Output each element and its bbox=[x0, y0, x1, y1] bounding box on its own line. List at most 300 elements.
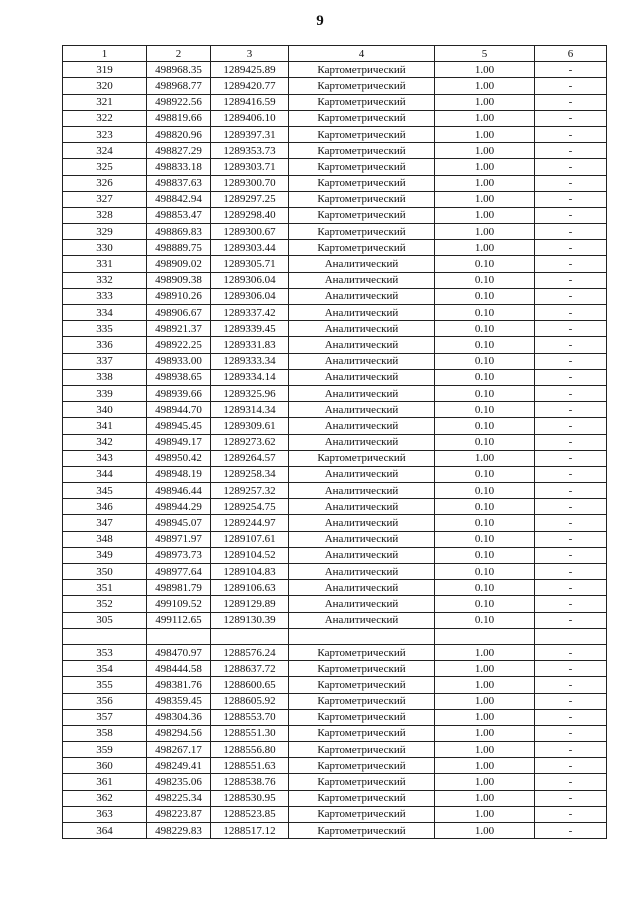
y-coordinate-cell: 1289339.45 bbox=[211, 321, 289, 337]
accuracy-cell: 1.00 bbox=[435, 450, 535, 466]
table-row bbox=[63, 321, 607, 337]
x-coordinate-cell: 498938.65 bbox=[147, 369, 211, 385]
accuracy-cell: 1.00 bbox=[435, 725, 535, 741]
x-coordinate-cell: 498909.02 bbox=[147, 256, 211, 272]
method-cell: Аналитический bbox=[289, 531, 435, 547]
y-coordinate-cell: 1289306.04 bbox=[211, 272, 289, 288]
method-cell: Картометрический bbox=[289, 806, 435, 822]
note-cell: - bbox=[535, 191, 607, 207]
note-cell: - bbox=[535, 337, 607, 353]
note-cell: - bbox=[535, 175, 607, 191]
accuracy-cell: 0.10 bbox=[435, 288, 535, 304]
x-coordinate-cell: 499109.52 bbox=[147, 596, 211, 612]
note-cell: - bbox=[535, 515, 607, 531]
table-row bbox=[63, 175, 607, 191]
y-coordinate-cell: 1289107.61 bbox=[211, 531, 289, 547]
note-cell: - bbox=[535, 62, 607, 78]
accuracy-cell: 1.00 bbox=[435, 110, 535, 126]
y-coordinate-cell: 1289254.75 bbox=[211, 499, 289, 515]
note-cell: - bbox=[535, 272, 607, 288]
x-coordinate-cell: 498921.37 bbox=[147, 321, 211, 337]
accuracy-cell: 1.00 bbox=[435, 677, 535, 693]
column-header: 3 bbox=[211, 46, 289, 62]
table-row-blank bbox=[63, 628, 607, 644]
accuracy-cell: 0.10 bbox=[435, 580, 535, 596]
y-coordinate-cell: 1289104.83 bbox=[211, 564, 289, 580]
accuracy-cell: 1.00 bbox=[435, 823, 535, 839]
point-number-cell: 341 bbox=[63, 418, 147, 434]
method-cell: Аналитический bbox=[289, 369, 435, 385]
note-cell bbox=[535, 628, 607, 644]
method-cell: Картометрический bbox=[289, 742, 435, 758]
point-number-cell: 319 bbox=[63, 62, 147, 78]
x-coordinate-cell: 498910.26 bbox=[147, 288, 211, 304]
y-coordinate-cell: 1289397.31 bbox=[211, 126, 289, 142]
note-cell: - bbox=[535, 790, 607, 806]
table-row bbox=[63, 191, 607, 207]
note-cell: - bbox=[535, 321, 607, 337]
accuracy-cell: 1.00 bbox=[435, 143, 535, 159]
method-cell: Картометрический bbox=[289, 175, 435, 191]
note-cell: - bbox=[535, 466, 607, 482]
x-coordinate-cell: 498944.70 bbox=[147, 402, 211, 418]
y-coordinate-cell: 1289303.44 bbox=[211, 240, 289, 256]
table-row bbox=[63, 580, 607, 596]
point-number-cell: 327 bbox=[63, 191, 147, 207]
accuracy-cell: 1.00 bbox=[435, 758, 535, 774]
point-number-cell: 358 bbox=[63, 725, 147, 741]
y-coordinate-cell: 1289331.83 bbox=[211, 337, 289, 353]
y-coordinate-cell: 1289306.04 bbox=[211, 288, 289, 304]
table-row bbox=[63, 78, 607, 94]
method-cell: Аналитический bbox=[289, 499, 435, 515]
x-coordinate-cell: 498944.29 bbox=[147, 499, 211, 515]
accuracy-cell: 1.00 bbox=[435, 644, 535, 660]
table-row bbox=[63, 110, 607, 126]
note-cell: - bbox=[535, 823, 607, 839]
y-coordinate-cell: 1289406.10 bbox=[211, 110, 289, 126]
note-cell: - bbox=[535, 806, 607, 822]
method-cell: Аналитический bbox=[289, 596, 435, 612]
x-coordinate-cell: 498946.44 bbox=[147, 483, 211, 499]
method-cell: Картометрический bbox=[289, 644, 435, 660]
method-cell: Аналитический bbox=[289, 402, 435, 418]
y-coordinate-cell: 1289416.59 bbox=[211, 94, 289, 110]
point-number-cell: 305 bbox=[63, 612, 147, 628]
table-body bbox=[63, 62, 607, 839]
y-coordinate-cell: 1288551.63 bbox=[211, 758, 289, 774]
point-number-cell: 362 bbox=[63, 790, 147, 806]
y-coordinate-cell: 1288605.92 bbox=[211, 693, 289, 709]
x-coordinate-cell: 498249.41 bbox=[147, 758, 211, 774]
point-number-cell: 339 bbox=[63, 385, 147, 401]
note-cell: - bbox=[535, 369, 607, 385]
point-number-cell: 357 bbox=[63, 709, 147, 725]
point-number-cell: 359 bbox=[63, 742, 147, 758]
note-cell: - bbox=[535, 758, 607, 774]
table-row bbox=[63, 547, 607, 563]
table-row bbox=[63, 806, 607, 822]
method-cell: Картометрический bbox=[289, 126, 435, 142]
point-number-cell: 323 bbox=[63, 126, 147, 142]
method-cell: Аналитический bbox=[289, 353, 435, 369]
y-coordinate-cell: 1288551.30 bbox=[211, 725, 289, 741]
y-coordinate-cell: 1289420.77 bbox=[211, 78, 289, 94]
accuracy-cell: 0.10 bbox=[435, 596, 535, 612]
accuracy-cell: 0.10 bbox=[435, 564, 535, 580]
method-cell: Аналитический bbox=[289, 515, 435, 531]
y-coordinate-cell: 1289273.62 bbox=[211, 434, 289, 450]
point-number-cell: 328 bbox=[63, 207, 147, 223]
x-coordinate-cell: 498470.97 bbox=[147, 644, 211, 660]
note-cell: - bbox=[535, 644, 607, 660]
x-coordinate-cell: 498235.06 bbox=[147, 774, 211, 790]
accuracy-cell: 1.00 bbox=[435, 175, 535, 191]
table-row bbox=[63, 305, 607, 321]
table-header-row bbox=[63, 46, 607, 62]
accuracy-cell: 1.00 bbox=[435, 693, 535, 709]
table-row bbox=[63, 499, 607, 515]
table-row bbox=[63, 224, 607, 240]
accuracy-cell: 1.00 bbox=[435, 661, 535, 677]
point-number-cell: 364 bbox=[63, 823, 147, 839]
column-header: 1 bbox=[63, 46, 147, 62]
point-number-cell: 348 bbox=[63, 531, 147, 547]
method-cell: Аналитический bbox=[289, 288, 435, 304]
table-row bbox=[63, 709, 607, 725]
y-coordinate-cell: 1289425.89 bbox=[211, 62, 289, 78]
x-coordinate-cell: 498842.94 bbox=[147, 191, 211, 207]
x-coordinate-cell: 498968.35 bbox=[147, 62, 211, 78]
accuracy-cell: 0.10 bbox=[435, 305, 535, 321]
point-number-cell bbox=[63, 628, 147, 644]
table-row bbox=[63, 207, 607, 223]
method-cell: Картометрический bbox=[289, 94, 435, 110]
accuracy-cell: 0.10 bbox=[435, 547, 535, 563]
accuracy-cell: 1.00 bbox=[435, 806, 535, 822]
accuracy-cell: 0.10 bbox=[435, 612, 535, 628]
y-coordinate-cell: 1289337.42 bbox=[211, 305, 289, 321]
y-coordinate-cell: 1289264.57 bbox=[211, 450, 289, 466]
x-coordinate-cell: 498869.83 bbox=[147, 224, 211, 240]
table-row bbox=[63, 369, 607, 385]
y-coordinate-cell: 1289130.39 bbox=[211, 612, 289, 628]
x-coordinate-cell: 498939.66 bbox=[147, 385, 211, 401]
method-cell: Картометрический bbox=[289, 725, 435, 741]
y-coordinate-cell: 1289298.40 bbox=[211, 207, 289, 223]
note-cell: - bbox=[535, 224, 607, 240]
accuracy-cell: 1.00 bbox=[435, 742, 535, 758]
y-coordinate-cell: 1288538.76 bbox=[211, 774, 289, 790]
x-coordinate-cell: 498945.07 bbox=[147, 515, 211, 531]
note-cell: - bbox=[535, 596, 607, 612]
method-cell: Аналитический bbox=[289, 337, 435, 353]
x-coordinate-cell: 498950.42 bbox=[147, 450, 211, 466]
table-row bbox=[63, 385, 607, 401]
x-coordinate-cell: 498906.67 bbox=[147, 305, 211, 321]
method-cell: Аналитический bbox=[289, 321, 435, 337]
x-coordinate-cell: 498819.66 bbox=[147, 110, 211, 126]
accuracy-cell: 0.10 bbox=[435, 434, 535, 450]
note-cell: - bbox=[535, 240, 607, 256]
method-cell bbox=[289, 628, 435, 644]
table-row bbox=[63, 790, 607, 806]
table-row bbox=[63, 531, 607, 547]
method-cell: Аналитический bbox=[289, 305, 435, 321]
column-header: 5 bbox=[435, 46, 535, 62]
accuracy-cell: 0.10 bbox=[435, 321, 535, 337]
x-coordinate-cell: 498922.56 bbox=[147, 94, 211, 110]
point-number-cell: 335 bbox=[63, 321, 147, 337]
x-coordinate-cell: 498889.75 bbox=[147, 240, 211, 256]
method-cell: Аналитический bbox=[289, 434, 435, 450]
point-number-cell: 354 bbox=[63, 661, 147, 677]
x-coordinate-cell: 498853.47 bbox=[147, 207, 211, 223]
accuracy-cell: 0.10 bbox=[435, 272, 535, 288]
table-row bbox=[63, 644, 607, 660]
accuracy-cell: 1.00 bbox=[435, 207, 535, 223]
table-row bbox=[63, 612, 607, 628]
method-cell: Картометрический bbox=[289, 774, 435, 790]
point-number-cell: 363 bbox=[63, 806, 147, 822]
method-cell: Аналитический bbox=[289, 466, 435, 482]
note-cell: - bbox=[535, 564, 607, 580]
x-coordinate-cell: 498933.00 bbox=[147, 353, 211, 369]
y-coordinate-cell: 1289244.97 bbox=[211, 515, 289, 531]
method-cell: Картометрический bbox=[289, 823, 435, 839]
accuracy-cell: 0.10 bbox=[435, 466, 535, 482]
x-coordinate-cell: 498820.96 bbox=[147, 126, 211, 142]
point-number-cell: 361 bbox=[63, 774, 147, 790]
x-coordinate-cell: 498225.34 bbox=[147, 790, 211, 806]
point-number-cell: 332 bbox=[63, 272, 147, 288]
method-cell: Аналитический bbox=[289, 612, 435, 628]
note-cell: - bbox=[535, 774, 607, 790]
table-row bbox=[63, 677, 607, 693]
accuracy-cell: 0.10 bbox=[435, 483, 535, 499]
y-coordinate-cell: 1289297.25 bbox=[211, 191, 289, 207]
x-coordinate-cell: 498973.73 bbox=[147, 547, 211, 563]
point-number-cell: 344 bbox=[63, 466, 147, 482]
method-cell: Картометрический bbox=[289, 110, 435, 126]
table-row bbox=[63, 126, 607, 142]
accuracy-cell: 1.00 bbox=[435, 709, 535, 725]
y-coordinate-cell: 1288637.72 bbox=[211, 661, 289, 677]
point-number-cell: 337 bbox=[63, 353, 147, 369]
y-coordinate-cell: 1289325.96 bbox=[211, 385, 289, 401]
point-number-cell: 330 bbox=[63, 240, 147, 256]
accuracy-cell: 1.00 bbox=[435, 78, 535, 94]
x-coordinate-cell: 498945.45 bbox=[147, 418, 211, 434]
point-number-cell: 355 bbox=[63, 677, 147, 693]
accuracy-cell: 0.10 bbox=[435, 499, 535, 515]
note-cell: - bbox=[535, 725, 607, 741]
note-cell: - bbox=[535, 580, 607, 596]
point-number-cell: 322 bbox=[63, 110, 147, 126]
point-number-cell: 320 bbox=[63, 78, 147, 94]
x-coordinate-cell: 498971.97 bbox=[147, 531, 211, 547]
table-row bbox=[63, 240, 607, 256]
method-cell: Картометрический bbox=[289, 790, 435, 806]
table-row bbox=[63, 434, 607, 450]
method-cell: Картометрический bbox=[289, 159, 435, 175]
note-cell: - bbox=[535, 418, 607, 434]
note-cell: - bbox=[535, 693, 607, 709]
accuracy-cell: 0.10 bbox=[435, 418, 535, 434]
method-cell: Картометрический bbox=[289, 78, 435, 94]
note-cell: - bbox=[535, 78, 607, 94]
method-cell: Картометрический bbox=[289, 677, 435, 693]
x-coordinate-cell: 498267.17 bbox=[147, 742, 211, 758]
table-row bbox=[63, 742, 607, 758]
x-coordinate-cell bbox=[147, 628, 211, 644]
table-row bbox=[63, 661, 607, 677]
table-row bbox=[63, 564, 607, 580]
point-number-cell: 329 bbox=[63, 224, 147, 240]
y-coordinate-cell: 1288530.95 bbox=[211, 790, 289, 806]
note-cell: - bbox=[535, 450, 607, 466]
y-coordinate-cell: 1288600.65 bbox=[211, 677, 289, 693]
accuracy-cell: 0.10 bbox=[435, 515, 535, 531]
table-row bbox=[63, 256, 607, 272]
table-row bbox=[63, 758, 607, 774]
y-coordinate-cell: 1289353.73 bbox=[211, 143, 289, 159]
method-cell: Аналитический bbox=[289, 547, 435, 563]
x-coordinate-cell: 498294.56 bbox=[147, 725, 211, 741]
y-coordinate-cell bbox=[211, 628, 289, 644]
table-row bbox=[63, 337, 607, 353]
x-coordinate-cell: 498837.63 bbox=[147, 175, 211, 191]
accuracy-cell: 1.00 bbox=[435, 159, 535, 175]
y-coordinate-cell: 1289305.71 bbox=[211, 256, 289, 272]
note-cell: - bbox=[535, 742, 607, 758]
table-row bbox=[63, 515, 607, 531]
y-coordinate-cell: 1288556.80 bbox=[211, 742, 289, 758]
point-number-cell: 324 bbox=[63, 143, 147, 159]
y-coordinate-cell: 1288517.12 bbox=[211, 823, 289, 839]
table-row bbox=[63, 272, 607, 288]
y-coordinate-cell: 1289314.34 bbox=[211, 402, 289, 418]
point-number-cell: 360 bbox=[63, 758, 147, 774]
point-number-cell: 333 bbox=[63, 288, 147, 304]
point-number-cell: 346 bbox=[63, 499, 147, 515]
method-cell: Аналитический bbox=[289, 385, 435, 401]
point-number-cell: 351 bbox=[63, 580, 147, 596]
accuracy-cell: 1.00 bbox=[435, 790, 535, 806]
method-cell: Картометрический bbox=[289, 224, 435, 240]
note-cell: - bbox=[535, 661, 607, 677]
method-cell: Картометрический bbox=[289, 709, 435, 725]
point-number-cell: 352 bbox=[63, 596, 147, 612]
note-cell: - bbox=[535, 483, 607, 499]
note-cell: - bbox=[535, 499, 607, 515]
point-number-cell: 353 bbox=[63, 644, 147, 660]
note-cell: - bbox=[535, 434, 607, 450]
table-row bbox=[63, 596, 607, 612]
y-coordinate-cell: 1288576.24 bbox=[211, 644, 289, 660]
column-header: 4 bbox=[289, 46, 435, 62]
y-coordinate-cell: 1289106.63 bbox=[211, 580, 289, 596]
method-cell: Картометрический bbox=[289, 240, 435, 256]
point-number-cell: 350 bbox=[63, 564, 147, 580]
accuracy-cell: 1.00 bbox=[435, 224, 535, 240]
table-row bbox=[63, 450, 607, 466]
table-row bbox=[63, 483, 607, 499]
y-coordinate-cell: 1289300.70 bbox=[211, 175, 289, 191]
note-cell: - bbox=[535, 143, 607, 159]
method-cell: Картометрический bbox=[289, 62, 435, 78]
accuracy-cell bbox=[435, 628, 535, 644]
x-coordinate-cell: 498381.76 bbox=[147, 677, 211, 693]
table-row bbox=[63, 62, 607, 78]
x-coordinate-cell: 498359.45 bbox=[147, 693, 211, 709]
note-cell: - bbox=[535, 288, 607, 304]
x-coordinate-cell: 498833.18 bbox=[147, 159, 211, 175]
table-row bbox=[63, 725, 607, 741]
table-row bbox=[63, 353, 607, 369]
accuracy-cell: 1.00 bbox=[435, 774, 535, 790]
y-coordinate-cell: 1289129.89 bbox=[211, 596, 289, 612]
note-cell: - bbox=[535, 385, 607, 401]
accuracy-cell: 1.00 bbox=[435, 191, 535, 207]
accuracy-cell: 1.00 bbox=[435, 62, 535, 78]
note-cell: - bbox=[535, 709, 607, 725]
point-number-cell: 343 bbox=[63, 450, 147, 466]
accuracy-cell: 1.00 bbox=[435, 94, 535, 110]
accuracy-cell: 0.10 bbox=[435, 353, 535, 369]
method-cell: Картометрический bbox=[289, 661, 435, 677]
method-cell: Аналитический bbox=[289, 483, 435, 499]
note-cell: - bbox=[535, 94, 607, 110]
table-row bbox=[63, 823, 607, 839]
y-coordinate-cell: 1289300.67 bbox=[211, 224, 289, 240]
table-row bbox=[63, 402, 607, 418]
note-cell: - bbox=[535, 110, 607, 126]
y-coordinate-cell: 1288523.85 bbox=[211, 806, 289, 822]
y-coordinate-cell: 1289333.34 bbox=[211, 353, 289, 369]
table-row bbox=[63, 418, 607, 434]
method-cell: Картометрический bbox=[289, 450, 435, 466]
point-number-cell: 338 bbox=[63, 369, 147, 385]
point-number-cell: 340 bbox=[63, 402, 147, 418]
y-coordinate-cell: 1288553.70 bbox=[211, 709, 289, 725]
accuracy-cell: 0.10 bbox=[435, 337, 535, 353]
point-number-cell: 345 bbox=[63, 483, 147, 499]
table-row bbox=[63, 159, 607, 175]
accuracy-cell: 1.00 bbox=[435, 126, 535, 142]
point-number-cell: 356 bbox=[63, 693, 147, 709]
y-coordinate-cell: 1289257.32 bbox=[211, 483, 289, 499]
table-row bbox=[63, 143, 607, 159]
y-coordinate-cell: 1289309.61 bbox=[211, 418, 289, 434]
x-coordinate-cell: 498977.64 bbox=[147, 564, 211, 580]
y-coordinate-cell: 1289303.71 bbox=[211, 159, 289, 175]
note-cell: - bbox=[535, 159, 607, 175]
point-number-cell: 347 bbox=[63, 515, 147, 531]
accuracy-cell: 0.10 bbox=[435, 369, 535, 385]
x-coordinate-cell: 498968.77 bbox=[147, 78, 211, 94]
point-number-cell: 331 bbox=[63, 256, 147, 272]
point-number-cell: 342 bbox=[63, 434, 147, 450]
method-cell: Картометрический bbox=[289, 191, 435, 207]
method-cell: Картометрический bbox=[289, 693, 435, 709]
method-cell: Аналитический bbox=[289, 272, 435, 288]
x-coordinate-cell: 498909.38 bbox=[147, 272, 211, 288]
x-coordinate-cell: 498948.19 bbox=[147, 466, 211, 482]
accuracy-cell: 0.10 bbox=[435, 402, 535, 418]
column-header: 2 bbox=[147, 46, 211, 62]
point-number-cell: 349 bbox=[63, 547, 147, 563]
